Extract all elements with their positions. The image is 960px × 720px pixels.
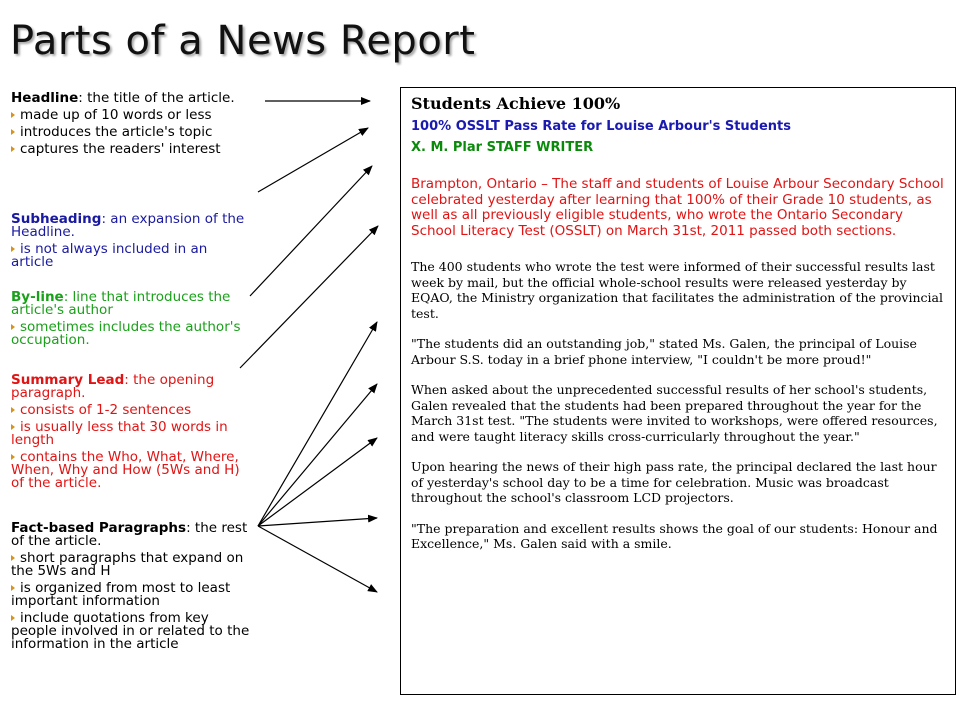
article-paragraph: When asked about the unprecedented successful results of her school's students, Galen revealed that the students had been prepared throughout the year for the March 31st test. "The students were invited to workshops, were offered resources, and were taught literacy skills cross-curricularly throughout the year." <box>411 382 938 444</box>
fact-paragraphs-desc: : the rest of the article. <box>11 520 248 549</box>
list-item: contains the Who, What, Where, When, Why and How (5Ws and H) of the article. <box>11 449 240 491</box>
page-title: Parts of a News Report <box>10 18 476 64</box>
article-headline: Students Achieve 100% <box>411 94 621 113</box>
article-subheading: 100% OSSLT Pass Rate for Louise Arbour's Students <box>411 119 792 134</box>
byline-term: By-line <box>11 289 64 305</box>
arrow-paragraph-4 <box>258 518 377 526</box>
article-paragraph: The 400 students who wrote the test were informed of their successful results last week by mail, but the official whole-school results were released yesterday by EQAO, the Ministry organization that facilitates the administration of the provincial test. <box>411 259 943 321</box>
headline-term: Headline <box>11 90 79 106</box>
article-byline: X. M. Plar STAFF WRITER <box>411 140 594 155</box>
list-item: captures the readers' interest <box>11 143 251 156</box>
arrow-paragraph-2 <box>258 384 377 526</box>
list-item: introduces the article's topic <box>11 126 251 139</box>
list-item: is organized from most to least important information <box>11 580 231 609</box>
summary-lead-term: Summary Lead <box>11 372 125 388</box>
article-paragraph: "The students did an outstanding job," stated Ms. Galen, the principal of Louise Arbour S.S. today in a brief phone interview, "I couldn't be more proud!" <box>411 336 917 367</box>
list-item: is usually less that 30 words in length <box>11 419 228 448</box>
list-item: include quotations from key people involved in or related to the information in the article <box>11 610 250 652</box>
article-summary-lead: Brampton, Ontario – The staff and students of Louise Arbour Secondary School celebrated yesterday after learning that 100% of their Grade 10 students, as well as all previously eligible students, who wrote the Ontario Secondary School Literacy Test (OSSLT) on March 31st, 2011 passed both sections. <box>411 176 944 239</box>
article-paragraph: Upon hearing the news of their high pass rate, the principal declared the last hour of yesterday's school day to be a time for celebration. Music was broadcast throughout the school's classroom LCD projectors. <box>411 459 937 505</box>
list-item: made up of 10 words or less <box>11 109 251 122</box>
subheading-desc: : an expansion of the Headline. <box>11 211 245 240</box>
headline-desc: : the title of the article. <box>78 90 235 106</box>
list-item: sometimes includes the author's occupation. <box>11 319 241 348</box>
list-item: is not always included in an article <box>11 241 208 270</box>
byline-desc: : line that introduces the article's author <box>11 289 231 318</box>
arrow-summary-lead <box>240 226 378 368</box>
arrow-paragraph-1 <box>258 322 377 526</box>
list-item: short paragraphs that expand on the 5Ws and H <box>11 550 244 579</box>
fact-paragraphs-term: Fact-based Paragraphs <box>11 520 187 536</box>
sample-article <box>400 87 956 695</box>
list-item: consists of 1-2 sentences <box>11 404 251 417</box>
arrow-paragraph-3 <box>258 438 377 526</box>
summary-lead-desc: : the opening paragraph. <box>11 372 215 401</box>
subheading-term: Subheading <box>11 211 102 227</box>
article-paragraph: "The preparation and excellent results shows the goal of our students: Honour and Excellence," Ms. Galen said with a smile. <box>411 520 938 551</box>
arrow-paragraph-5 <box>258 526 377 592</box>
arrow-subheading <box>258 128 368 192</box>
